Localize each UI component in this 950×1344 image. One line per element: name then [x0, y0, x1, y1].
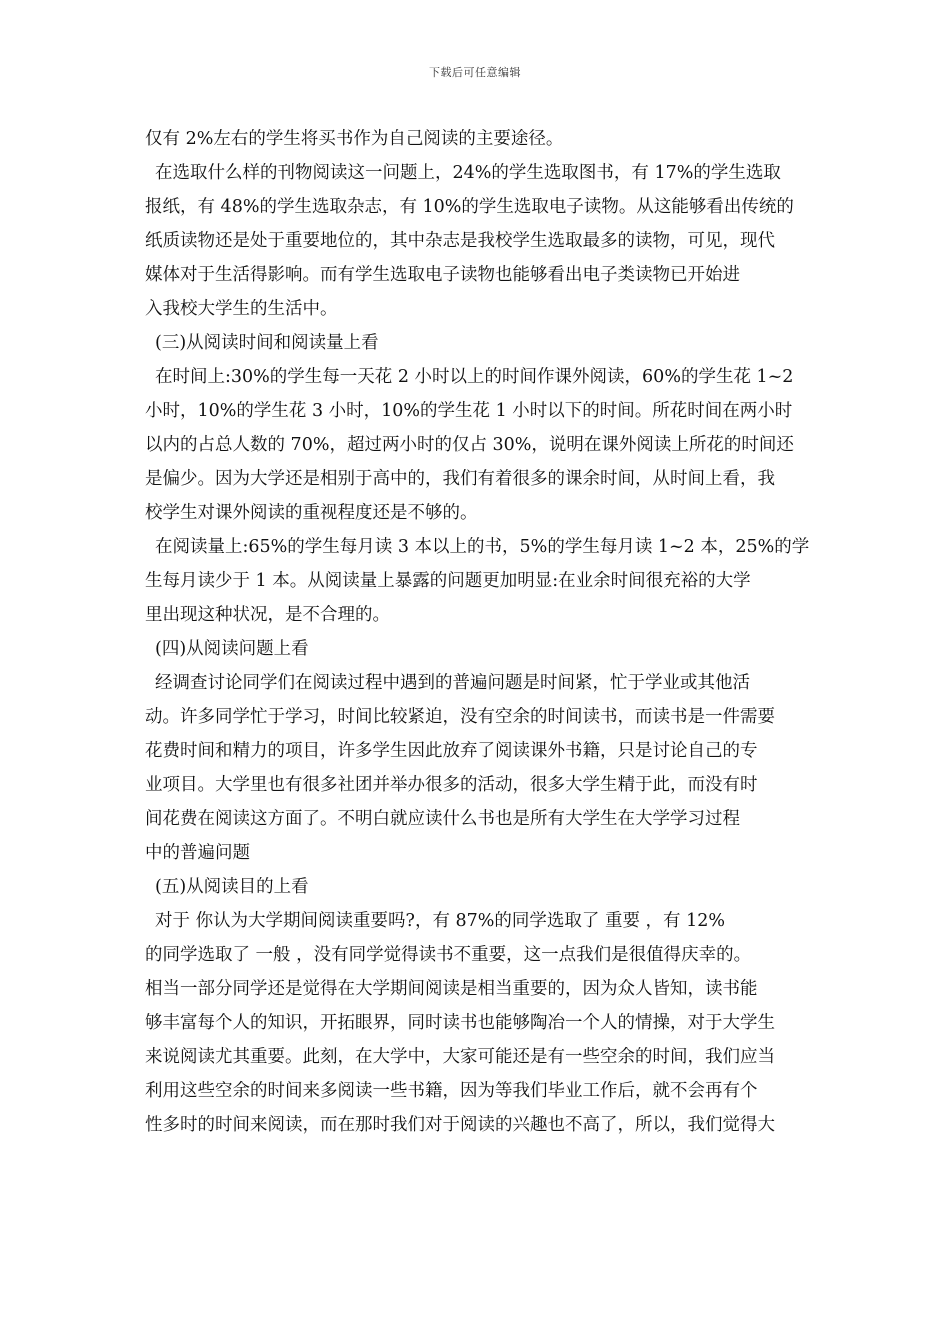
text-line: 利用这些空余的时间来多阅读一些书籍，因为等我们毕业工作后，就不会再有个	[145, 1081, 758, 1101]
text-line: 花费时间和精力的项目，许多学生因此放弃了阅读课外书籍，只是讨论自己的专	[145, 741, 758, 761]
text-line: 是偏少。因为大学还是相别于高中的，我们有着很多的课余时间，从时间上看，我	[145, 469, 775, 489]
text-line: 够丰富每个人的知识，开拓眼界，同时读书也能够陶冶一个人的情操，对于大学生	[145, 1013, 775, 1033]
text-line: 校学生对课外阅读的重视程度还是不够的。	[145, 503, 478, 523]
document-body	[145, 122, 809, 1142]
text-line: (四)从阅读问题上看	[155, 639, 309, 659]
text-line: 小时，10%的学生花 3 小时，10%的学生花 1 小时以下的时间。所花时间在两小时	[145, 401, 793, 421]
text-line: 动。许多同学忙于学习，时间比较紧迫，没有空余的时间读书，而读书是一件需要	[145, 707, 775, 727]
text-line: 生每月读少于 1 本。从阅读量上暴露的问题更加明显:在业余时间很充裕的大学	[145, 571, 751, 591]
text-line: 纸质读物还是处于重要地位的，其中杂志是我校学生选取最多的读物，可见，现代	[145, 231, 775, 251]
text-line: 性多时的时间来阅读，而在那时我们对于阅读的兴趣也不高了，所以，我们觉得大	[145, 1115, 775, 1135]
text-line: 对于 你认为大学期间阅读重要吗?，有 87%的同学选取了 重要 ，有 12%	[155, 911, 725, 931]
text-line: 以内的占总人数的 70%，超过两小时的仅占 30%，说明在课外阅读上所花的时间还	[145, 435, 794, 455]
text-line: 媒体对于生活得影响。而有学生选取电子读物也能够看出电子类读物已开始进	[145, 265, 740, 285]
text-line: 中的普遍问题	[145, 843, 250, 863]
text-line: 里出现这种状况，是不合理的。	[145, 605, 390, 625]
text-line: 入我校大学生的生活中。	[145, 299, 338, 319]
text-line: 在阅读量上:65%的学生每月读 3 本以上的书，5%的学生每月读 1~2 本，25%的学	[155, 537, 809, 557]
page-header: 下载后可任意编辑	[429, 66, 521, 79]
text-line: 仅有 2%左右的学生将买书作为自己阅读的主要途径。	[145, 129, 564, 149]
text-line: (五)从阅读目的上看	[155, 877, 309, 897]
text-line: 在时间上:30%的学生每一天花 2 小时以上的时间作课外阅读，60%的学生花 1~2	[155, 367, 794, 387]
text-line: 来说阅读尤其重要。此刻，在大学中，大家可能还是有一些空余的时间，我们应当	[145, 1047, 775, 1067]
text-line: 经调查讨论同学们在阅读过程中遇到的普遍问题是时间紧，忙于学业或其他活	[155, 673, 750, 693]
text-line: 报纸，有 48%的学生选取杂志，有 10%的学生选取电子读物。从这能够看出传统的	[145, 197, 794, 217]
text-line: 的同学选取了 一般 ，没有同学觉得读书不重要，这一点我们是很值得庆幸的。	[145, 945, 752, 965]
text-line: (三)从阅读时间和阅读量上看	[155, 333, 379, 353]
text-line: 在选取什么样的刊物阅读这一问题上，24%的学生选取图书，有 17%的学生选取	[155, 163, 781, 183]
text-line: 间花费在阅读这方面了。不明白就应读什么书也是所有大学生在大学学习过程	[145, 809, 740, 829]
text-line: 相当一部分同学还是觉得在大学期间阅读是相当重要的，因为众人皆知，读书能	[145, 979, 758, 999]
text-line: 业项目。大学里也有很多社团并举办很多的活动，很多大学生精于此，而没有时	[145, 775, 758, 795]
